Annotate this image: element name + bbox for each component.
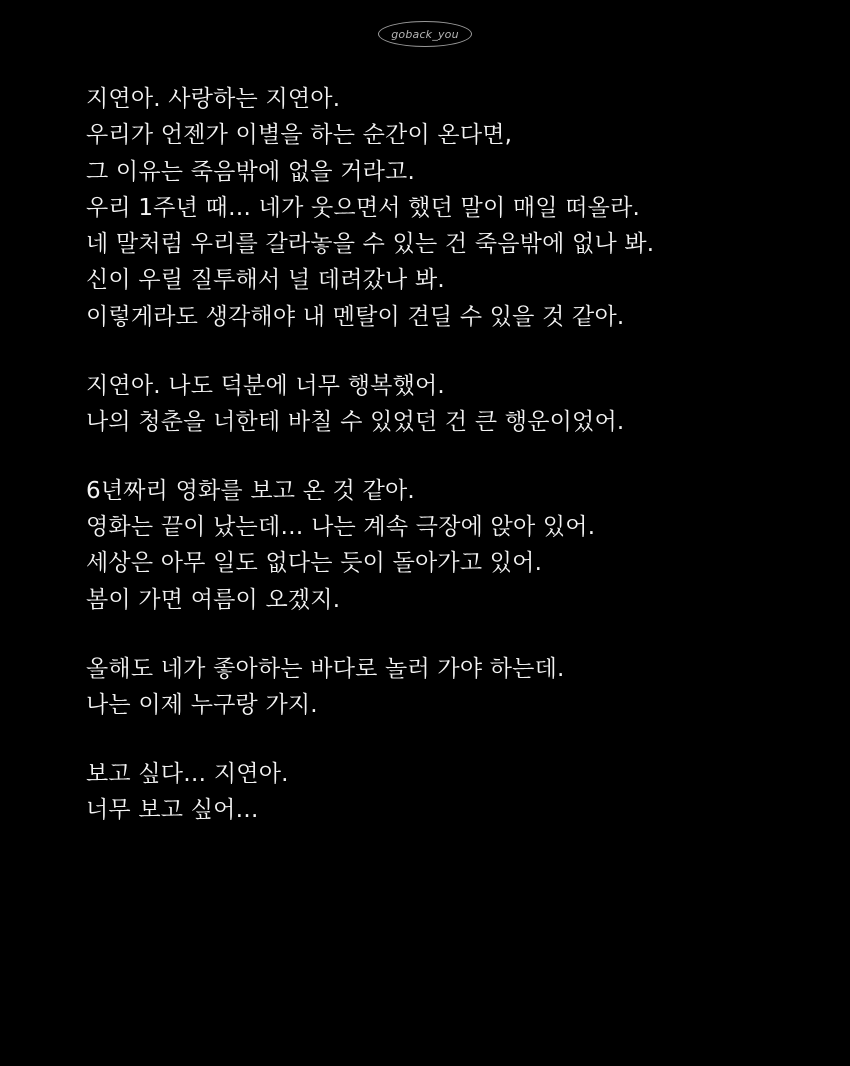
text-line: 세상은 아무 일도 없다는 듯이 돌아가고 있어. <box>86 550 543 577</box>
text-line: 6년짜리 영화를 보고 온 것 같아. <box>86 477 415 504</box>
text-line: 나는 이제 누구랑 가지. <box>86 691 318 718</box>
paragraph <box>86 651 826 724</box>
text-line: 영화는 끝이 났는데… 나는 계속 극장에 앉아 있어. <box>86 514 596 541</box>
text-line: 우리 1주년 때… 네가 웃으면서 했던 말이 매일 떠올라. <box>86 194 640 221</box>
text-line: 신이 우릴 질투해서 널 데려갔나 봐. <box>86 267 445 294</box>
watermark-text: goback_you <box>391 27 459 41</box>
text-line: 봄이 가면 여름이 오겠지. <box>86 586 341 613</box>
text-line: 그 이유는 죽음밖에 없을 거라고. <box>86 158 415 185</box>
paragraph <box>86 81 826 335</box>
text-line: 올해도 네가 좋아하는 바다로 놀러 가야 하는데. <box>86 655 565 682</box>
paragraph <box>86 756 826 829</box>
letter-body <box>86 81 826 861</box>
paragraph <box>86 473 826 618</box>
text-line: 이렇게라도 생각해야 내 멘탈이 견딜 수 있을 것 같아. <box>86 303 625 330</box>
text-line: 우리가 언젠가 이별을 하는 순간이 온다면, <box>86 122 513 149</box>
text-line: 보고 싶다… 지연아. <box>86 760 289 787</box>
text-line: 네 말처럼 우리를 갈라놓을 수 있는 건 죽음밖에 없나 봐. <box>86 231 655 258</box>
text-line: 지연아. 나도 덕분에 너무 행복했어. <box>86 372 445 399</box>
text-line: 너무 보고 싶어… <box>86 797 259 824</box>
paragraph <box>86 368 826 441</box>
text-line: 지연아. 사랑하는 지연아. <box>86 86 341 112</box>
watermark-badge <box>378 21 472 47</box>
text-line: 나의 청춘을 너한테 바칠 수 있었던 건 큰 행운이었어. <box>86 408 625 435</box>
